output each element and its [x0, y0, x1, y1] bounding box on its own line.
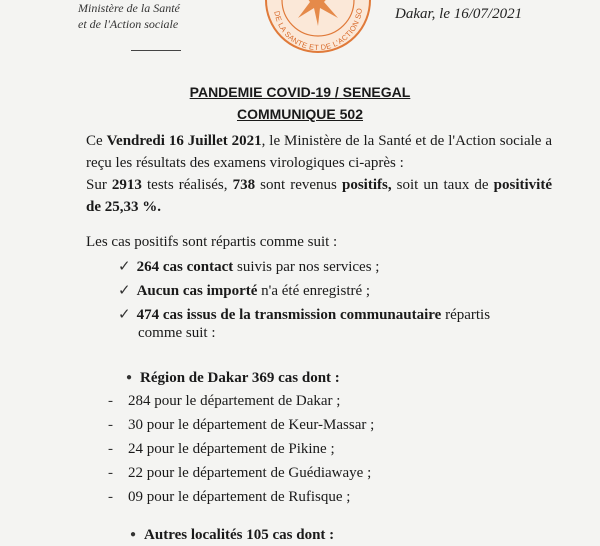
intro-paragraph	[86, 130, 552, 174]
communique-number: COMMUNIQUE 502	[236, 106, 364, 122]
positive-label: positifs,	[341, 177, 392, 193]
dakar-heading	[126, 370, 340, 387]
ministry-seal-icon	[262, 0, 374, 54]
dakar-item	[108, 489, 350, 506]
positive-count: 738	[232, 177, 256, 193]
dash-icon: -	[108, 489, 113, 505]
intro-text-rest: , le Ministère de la Santé et de l'Action sociale a reçu les résultats des examens virologiques ci-après :	[86, 133, 552, 171]
dakar-item	[108, 417, 374, 434]
contact-cases: 264 cas contact	[136, 259, 234, 275]
ministry-name: Ministère de la Santé	[78, 1, 180, 15]
dash-icon: -	[108, 441, 113, 457]
department-text: pour le département de Guédiawaye ;	[143, 465, 372, 481]
dakar-item	[108, 441, 335, 458]
imported-cases-line	[118, 281, 370, 300]
case-count: 22	[128, 465, 143, 481]
dakar-item	[108, 465, 371, 482]
intro-date: Vendredi 16 Juillet 2021	[106, 133, 262, 149]
header-rule	[131, 50, 181, 51]
community-cases-cont: comme suit :	[138, 325, 216, 341]
intro-text: Ce	[86, 133, 107, 149]
bullet-icon: ●	[130, 529, 137, 540]
tests-text: tests réalisés,	[141, 177, 233, 193]
ministry-subname: et de l'Action sociale	[78, 17, 179, 31]
tests-paragraph	[86, 174, 552, 218]
case-count: 284	[128, 393, 151, 409]
checkmark-icon: ✓	[118, 283, 131, 299]
tests-text: Sur	[86, 177, 112, 193]
tests-text: sont revenus	[255, 177, 342, 193]
bullet-icon: ●	[126, 372, 133, 383]
other-heading-text: Autres localités 105 cas dont :	[144, 527, 335, 543]
case-count: 09	[128, 489, 143, 505]
case-count: 30	[128, 417, 143, 433]
department-text: pour le département de Dakar ;	[150, 393, 341, 409]
department-text: pour le département de Rufisque ;	[143, 489, 351, 505]
department-text: pour le département de Pikine ;	[143, 441, 335, 457]
community-cases: 474 cas issus de la transmission communautaire	[136, 307, 442, 323]
dash-icon: -	[108, 465, 113, 481]
imported-cases: Aucun cas importé	[136, 283, 258, 299]
department-text: pour le département de Keur-Massar ;	[143, 417, 375, 433]
other-heading	[130, 527, 334, 544]
dash-icon: -	[108, 393, 113, 409]
community-cases-text: répartis	[441, 307, 491, 323]
contact-cases-line	[118, 257, 379, 276]
imported-cases-text: n'a été enregistré ;	[257, 283, 371, 299]
case-count: 24	[128, 441, 143, 457]
document-date: Dakar, le 16/07/2021	[395, 6, 523, 22]
checkmark-icon: ✓	[118, 259, 131, 275]
dakar-heading-text: Région de Dakar 369 cas dont :	[140, 370, 340, 386]
positivity-rate: positivité de 25,33 %.	[86, 177, 552, 215]
ministry-header	[78, 0, 208, 51]
dash-icon: -	[108, 417, 113, 433]
document-title: PANDEMIE COVID-19 / SENEGAL	[189, 84, 411, 100]
checkmark-icon: ✓	[118, 307, 131, 323]
tests-text: soit un taux de	[391, 177, 494, 193]
seal-text: DE LA SANTE ET DE L'ACTION SO	[272, 7, 365, 53]
community-cases-line	[118, 305, 490, 324]
tests-count: 2913	[111, 177, 142, 193]
dakar-item	[108, 393, 340, 410]
cases-intro: Les cas positifs sont répartis comme suit :	[86, 234, 338, 250]
contact-cases-text: suivis par nos services ;	[233, 259, 380, 275]
